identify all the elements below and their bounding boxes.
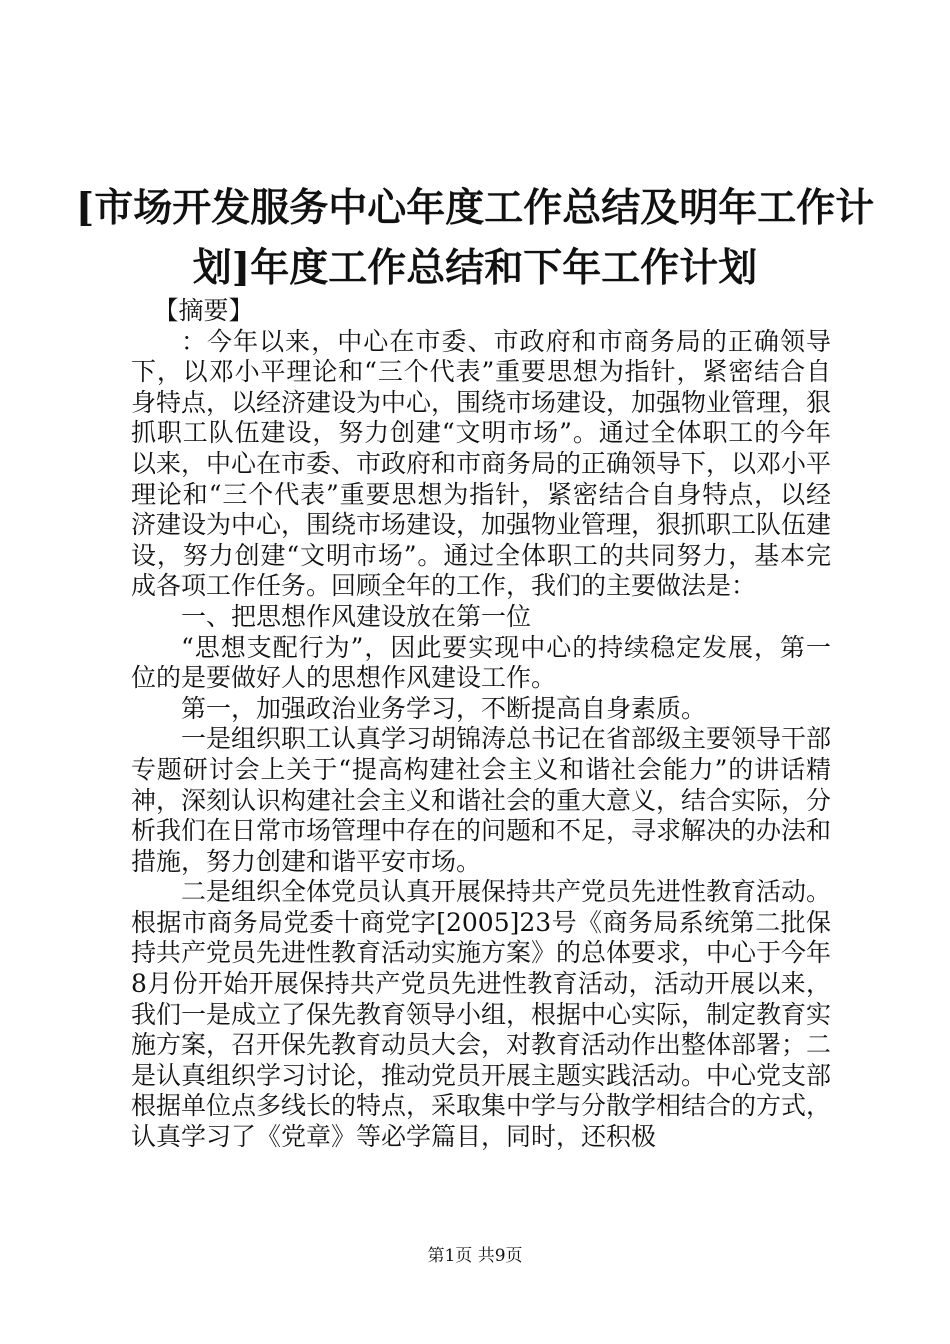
page-footer: 第1页 共9页 <box>427 1246 523 1266</box>
abstract-label: 【摘要】 <box>153 296 254 325</box>
paragraph: ：今年以来，中心在市委、市政府和市商务局的正确领导下，以邓小平理论和“三个代表”重要思想为指针，紧密结合自身特点，以经济建设为中心，围绕市场建设，加强物业管理，狠抓职工队伍建设，努力创建“文明市场”。通过全体职工的今年以来，中心在市委、市政府和市商务局的正确领导下，以邓小平理论和“三个代表”重要思想为指针，紧密结合自身特点，以经济建设为中心，围绕市场建设，加强物业管理，狠抓职工队伍建设，努力创建“文明市场”。通过全体职工的共同努力，基本完成各项工作任务。回顾全年的工作，我们的主要做法是： <box>131 326 832 601</box>
paragraph: 二是组织全体党员认真开展保持共产党员先进性教育活动。根据市商务局党委十商党字[2005]23号《商务局系统第二批保持共产党员先进性教育活动实施方案》的总体要求，中心于今年8月份开始开展保持共产党员先进性教育活动，活动开展以来，我们一是成立了保先教育领导小组，根据中心实际，制定教育实施方案，召开保先教育动员大会，对教育活动作出整体部署；二是认真组织学习讨论，推动党员开展主题实践活动。中心党支部根据单位点多线长的特点，采取集中学与分散学相结合的方式，认真学习了《党章》等必学篇目，同时，还积极 <box>131 877 832 1152</box>
document-body <box>131 296 831 1153</box>
paragraph: 一是组织职工认真学习胡锦涛总书记在省部级主要领导干部专题研讨会上关于“提高构建社会主义和谐社会能力”的讲话精神，深刻认识构建社会主义和谐社会的重大意义，结合实际，分析我们在日常市场管理中存在的问题和不足，寻求解决的办法和措施，努力创建和谐平安市场。 <box>131 724 832 876</box>
document-title: [市场开发服务中心年度工作总结及明年工作计划]年度工作总结和下年工作计划 <box>75 185 875 291</box>
paragraph: “思想支配行为”，因此要实现中心的持续稳定发展，第一位的是要做好人的思想作风建设工作。 <box>131 632 831 693</box>
section-heading: 一、把思想作风建设放在第一位 <box>181 601 532 631</box>
paragraph: 第一，加强政治业务学习，不断提高自身素质。 <box>181 693 707 723</box>
